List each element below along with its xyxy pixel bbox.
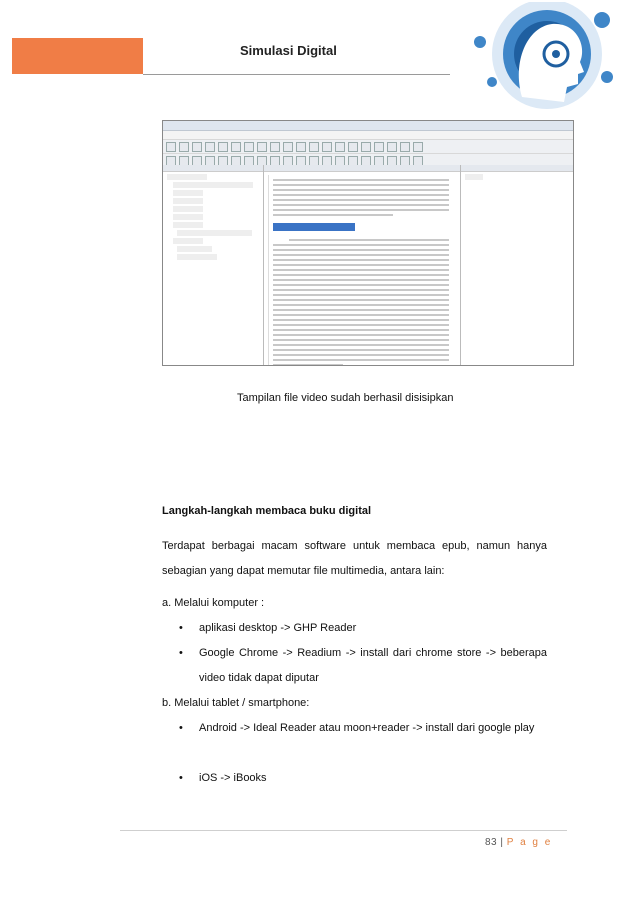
bullet-text: aplikasi desktop -> GHP Reader [199,622,357,634]
page-word: P a g e [506,837,553,848]
bullet-dot: • [179,647,183,659]
page-number: 83 [485,837,498,848]
screenshot-toolbar-1 [163,139,573,153]
intro-paragraph: Terdapat berbagai macam software untuk membaca epub, namun hanya sebagian yang dapat memutar file multimedia, antara lain: [162,540,547,577]
digital-head-logo [452,2,618,112]
figure-caption: Tampilan file video sudah berhasil disisipkan [237,392,454,404]
screenshot-book-browser [163,165,264,365]
screenshot-page-text [269,175,454,365]
section-heading: Langkah-langkah membaca buku digital [162,505,372,517]
screenshot-menubar [163,131,573,139]
bullet-dot: • [179,622,183,634]
bullet-text: Google Chrome -> Readium -> install dari chrome store -> beberapa video tidak dapat diputar [199,647,547,684]
header-divider [143,74,450,75]
list-item-b: b. Melalui tablet / smartphone: [162,697,310,709]
bullet-dot: • [179,772,183,784]
screenshot-toc-pane [461,165,573,365]
bullet-text: iOS -> iBooks [199,772,267,784]
sigil-editor-screenshot [162,120,574,366]
footer-divider [120,830,567,831]
page-footer [485,837,552,848]
screenshot-titlebar [163,121,573,131]
list-item-a: a. Melalui komputer : [162,597,265,609]
header-title: Simulasi Digital [240,43,337,58]
bullet-text: Android -> Ideal Reader atau moon+reader -> install dari google play [199,722,535,734]
screenshot-editor-pane [264,165,461,365]
bullet-dot: • [179,722,183,734]
page-separator: | [500,837,504,848]
header-accent-band [12,38,143,74]
